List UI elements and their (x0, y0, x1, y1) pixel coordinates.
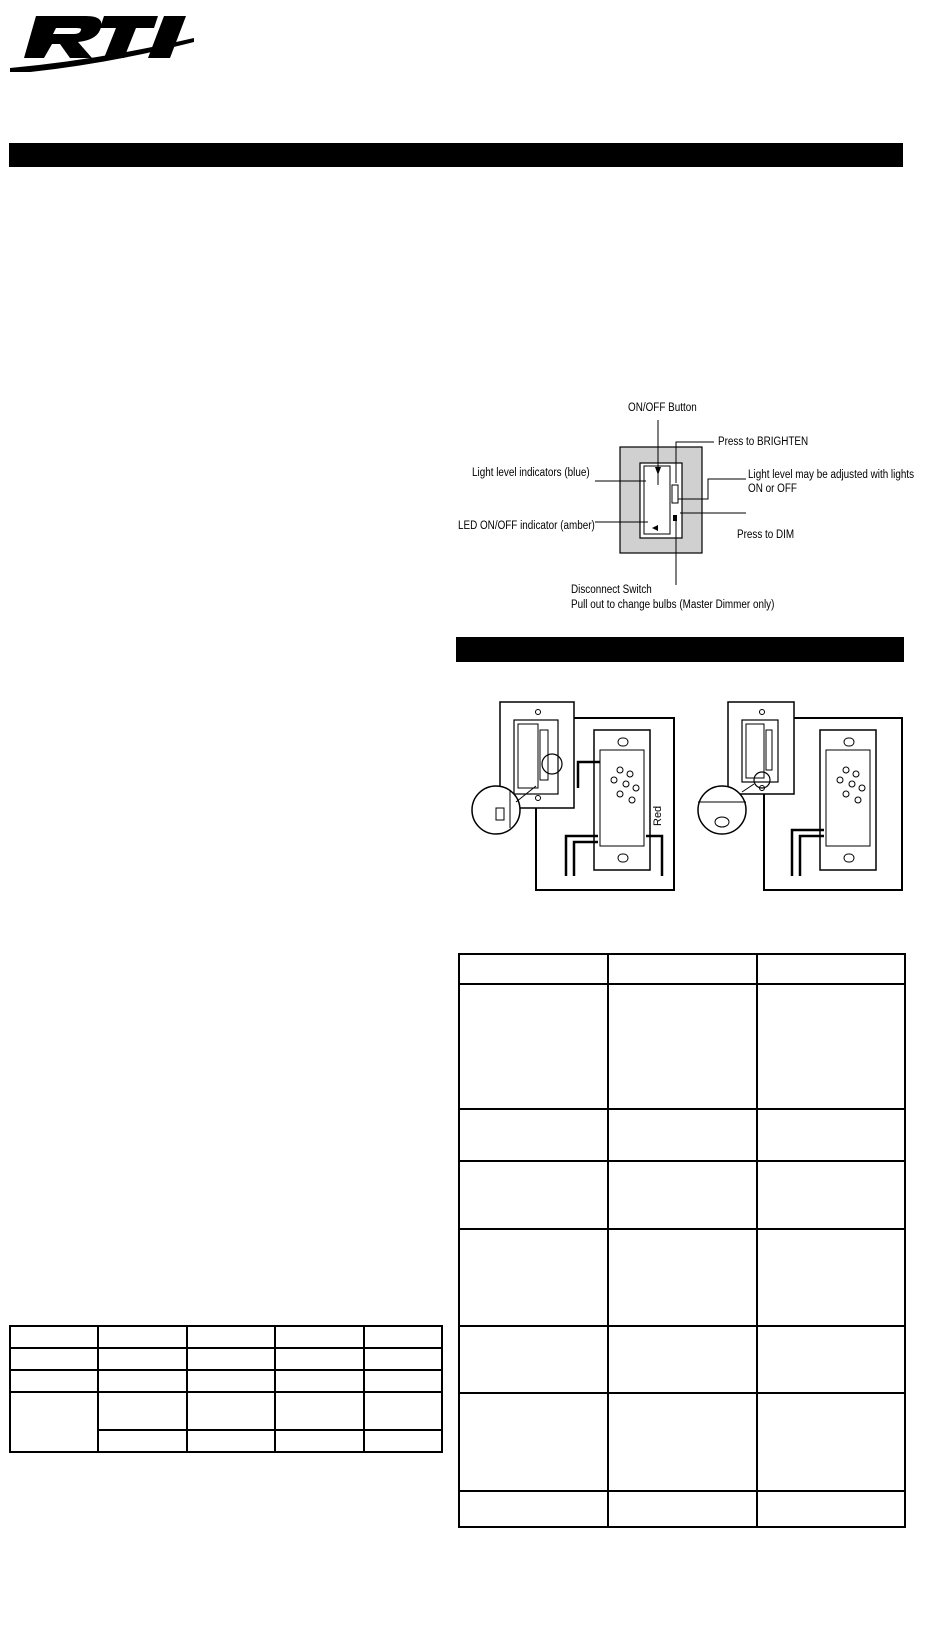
table-row (10, 1392, 442, 1430)
led-indicator-label: LED ON/OFF indicator (amber) (458, 520, 595, 532)
table-row (459, 1109, 905, 1161)
rti-logo-icon (8, 8, 194, 72)
table-row (10, 1326, 442, 1348)
wiring-diagram-right (698, 702, 902, 890)
wiring-diagrams (470, 698, 910, 898)
table-row (10, 1348, 442, 1370)
table-row (459, 1229, 905, 1326)
table-row (459, 1491, 905, 1527)
press-brighten-label: Press to BRIGHTEN (718, 436, 809, 448)
section-header-bar (9, 143, 903, 167)
table-row (459, 1161, 905, 1229)
left-grid-table (9, 1325, 443, 1453)
table-row (459, 1326, 905, 1393)
dimmer-illustration (450, 395, 910, 620)
wiring-diagram-left (472, 702, 674, 890)
rti-logo (8, 8, 194, 72)
table-row (459, 954, 905, 984)
disconnect-line1: Disconnect Switch (571, 584, 652, 596)
light-level-indicators-label: Light level indicators (blue) (472, 467, 590, 479)
adjust-note-line1: Light level may be adjusted with lights (748, 469, 915, 481)
right-section-header-bar (456, 637, 904, 662)
press-dim-label: Press to DIM (737, 529, 795, 541)
right-grid-table (458, 953, 906, 1528)
table-row (10, 1370, 442, 1392)
on-off-button-label: ON/OFF Button (628, 402, 697, 414)
table-row (459, 1393, 905, 1491)
adjust-note-line2: ON or OFF (748, 483, 797, 495)
disconnect-line2: Pull out to change bulbs (Master Dimmer only) (571, 599, 775, 611)
table-row (459, 984, 905, 1109)
red-wire-label: Red (652, 805, 664, 826)
dimmer-diagram (450, 395, 915, 620)
